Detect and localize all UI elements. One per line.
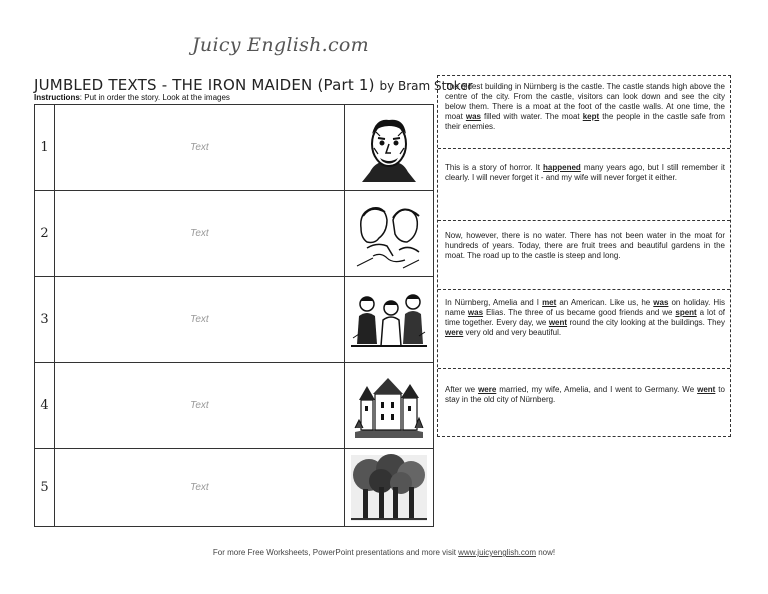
text-answer-cell[interactable]: Text: [55, 105, 345, 191]
story-paragraph: [445, 231, 725, 261]
castle-image: [344, 363, 433, 449]
paragraph-text: After we: [445, 385, 479, 394]
paragraph-text: an American. Like us, he: [556, 298, 654, 307]
text-answer-cell[interactable]: Text: [55, 449, 345, 527]
instructions-label: Instructions: [34, 93, 80, 102]
paragraph-text: to stay in the old city of Nürnberg.: [445, 385, 725, 404]
paragraph-text: Elias. The three of us became good friends and we: [483, 308, 676, 317]
underlined-verb: happened: [543, 163, 581, 172]
footer-text-end: now!: [535, 548, 556, 557]
face-image: [344, 105, 433, 191]
worksheet-title: [34, 76, 473, 94]
instructions-text: : Put in order the story. Look at the images: [79, 93, 230, 102]
site-logo: Juicy English.com: [192, 34, 369, 56]
footer-text: For more Free Worksheets, PowerPoint presentations and more visit: [212, 548, 459, 557]
paragraph-text: very old and very beautiful.: [463, 328, 562, 337]
underlined-verb: went: [697, 385, 716, 394]
footer: [0, 548, 768, 557]
row-number: 2: [35, 191, 55, 277]
paragraph-text: round the city looking at the buildings. They: [567, 318, 725, 327]
paragraph-text: the people in the castle safe from their enemies.: [445, 112, 725, 131]
underlined-verb: went: [548, 318, 568, 327]
three-friends-image: [344, 277, 433, 363]
divider: [438, 148, 730, 149]
paragraph-text: This is a story of horror. It: [445, 163, 544, 172]
underlined-verb: kept: [582, 112, 600, 121]
paragraph-text: Now, however, there is no water. There has not been water in the moat for hundreds of years. Today, there are fruit trees and beautiful gardens in the moat. The road up to the castle is steep and long.: [445, 231, 725, 260]
ordering-table: [34, 104, 434, 527]
story-paragraph: [445, 163, 725, 183]
instructions: [34, 93, 230, 102]
underlined-verb: met: [542, 298, 557, 307]
paragraph-text: married, my wife, Amelia, and I went to Germany. We: [496, 385, 698, 394]
paragraph-text: a lot of time together. Every day, we: [445, 308, 725, 327]
row-number: 5: [35, 449, 55, 527]
story-paragraph: [445, 298, 725, 338]
title-main: JUMBLED TEXTS - THE IRON MAIDEN (Part 1): [34, 76, 375, 94]
table-row: [35, 105, 434, 191]
underlined-verb: were: [445, 328, 464, 337]
underlined-verb: were: [478, 385, 497, 394]
text-answer-cell[interactable]: Text: [55, 191, 345, 277]
paragraph-text: In Nürnberg, Amelia and I: [445, 298, 543, 307]
row-number: 4: [35, 363, 55, 449]
table-row: [35, 449, 434, 527]
paragraph-text: filled with water. The moat: [480, 112, 583, 121]
underlined-verb: was: [465, 112, 481, 121]
row-number: 1: [35, 105, 55, 191]
jumbled-texts-panel: [437, 75, 731, 437]
paragraph-text: The oldest building in Nürnberg is the castle. The castle stands high above the centre of the city. From the castle, visitors can look down and see the city below them. There is a moat at the foot of the castle walls. At one time, the moat: [445, 82, 725, 121]
table-row: [35, 277, 434, 363]
text-answer-cell[interactable]: Text: [55, 277, 345, 363]
title-author: by Bram Stoker: [379, 79, 473, 93]
underlined-verb: was: [467, 308, 484, 317]
story-paragraph: [445, 385, 725, 405]
divider: [438, 368, 730, 369]
paragraph-text: on holiday. His name: [445, 298, 725, 317]
website-link[interactable]: www.juicyenglish.com: [458, 548, 536, 557]
divider: [438, 289, 730, 290]
table-row: [35, 363, 434, 449]
table-row: [35, 191, 434, 277]
underlined-verb: was: [653, 298, 669, 307]
divider: [438, 220, 730, 221]
story-paragraph: [445, 82, 725, 132]
text-answer-cell[interactable]: Text: [55, 363, 345, 449]
paragraph-text: many years ago, but I still remember it clearly. I will never forget it - and my wife will never forget it either.: [445, 163, 725, 182]
couple-image: [344, 191, 433, 277]
underlined-verb: spent: [675, 308, 697, 317]
row-number: 3: [35, 277, 55, 363]
trees-image: [344, 449, 433, 527]
